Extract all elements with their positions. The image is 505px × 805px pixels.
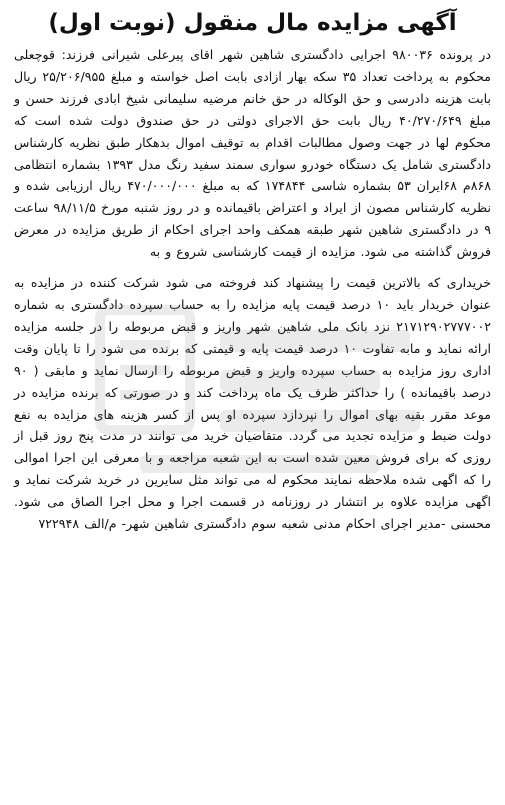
notice-paragraph-1: در پرونده ۹۸۰۰۳۶ اجرایی دادگستری شاهین شهر اقای پیرعلی شیرانی فرزند: قوچعلی محکوم به پرداخت تعداد ۳۵ سکه بهار ازادی بابت اصل خواسته و مبلغ ۲۵/۲۰۶/۹۵۵ ریال بابت هزینه دادرسی و حق الوکاله در حق خانم مرضیه سلیمانی شیخ ابادی فرزند حسن و مبلغ ۴۰/۲۷۰/۶۴۹ ریال بابت حق الاجرای دولتی در حق صندوق دولت شده است که محکوم لها در جهت وصول مطالبات اقدام به توقیف اموال بدهکار طبق نظریه کارشناس دادگستری شامل یک دستگاه خودرو سواری سمند سفید رنگ مدل ۱۳۹۳ بشماره انتظامی ۸۶۸م ۶۸ایران ۵۳ بشماره شاسی ۱۷۴۸۴۴ که به مبلغ ۴۷۰/۰۰۰/۰۰۰ ریال ارزیابی شده و نظریه کارشناس مصون از ایراد و اعتراض باقیمانده و در روز شنبه مورخ ۹۸/۱۱/۵ ساعت ۹ در دادگستری شاهین شهر طبقه همکف واحد اجرای احکام از طریق مزایده در معرض فروش گذاشته می شود. مزایده از قیمت کارشناسی شروع و به: [14, 47, 492, 260]
notice-title: آگهی مزایده مال منقول (نوبت اول): [48, 10, 457, 36]
notice-paragraph-2: خریداری که بالاترین قیمت را پیشنهاد کند فروخته می شود شرکت کننده در مزایده به عنوان خریدار باید ۱۰ درصد قیمت پایه مزایده را به حساب سپرده دادگستری به شماره ۲۱۷۱۲۹۰۲۷۷۷۰۰۲ نزد بانک ملی شاهین شهر واریز و قبض مربوطه را در جلسه مزایده ارائه نماید و مابه تفاوت ۱۰ درصد قیمت پایه و قیمتی که برنده می شود را تا پایان وقت اداری روز مزایده به حساب سپرده واریز و قبض مربوطه را ارسال نماید و مابقی ( ۹۰ درصد باقیمانده ) را حداکثر ظرف یک ماه پرداخت کند و در صورتی که برنده مزایده در موعد مقرر بقیه بهای اموال را نپردازد سپرده او پس از کسر هزینه های مزایده به نفع دولت ضبط و مزایده تجدید می گردد. متقاضیان خرید می توانند در مدت پنج روز قبل از روزی که برای فروش معین شده است به این شعبه مراجعه و با معرفی این اجرا اموالی را که اگهی شده ملاحظه نمایند محکوم له می تواند مثل سایرین در خرید شرکت نماید و اگهی مزایده علاوه بر انتشار در روزنامه در قسمت اجرا و محل اجرا الصاق می شود. محسنی -مدیر اجرای احکام مدنی شعبه سوم دادگستری شاهین شهر- م/الف ۷۲۲۹۴۸: [14, 275, 491, 532]
